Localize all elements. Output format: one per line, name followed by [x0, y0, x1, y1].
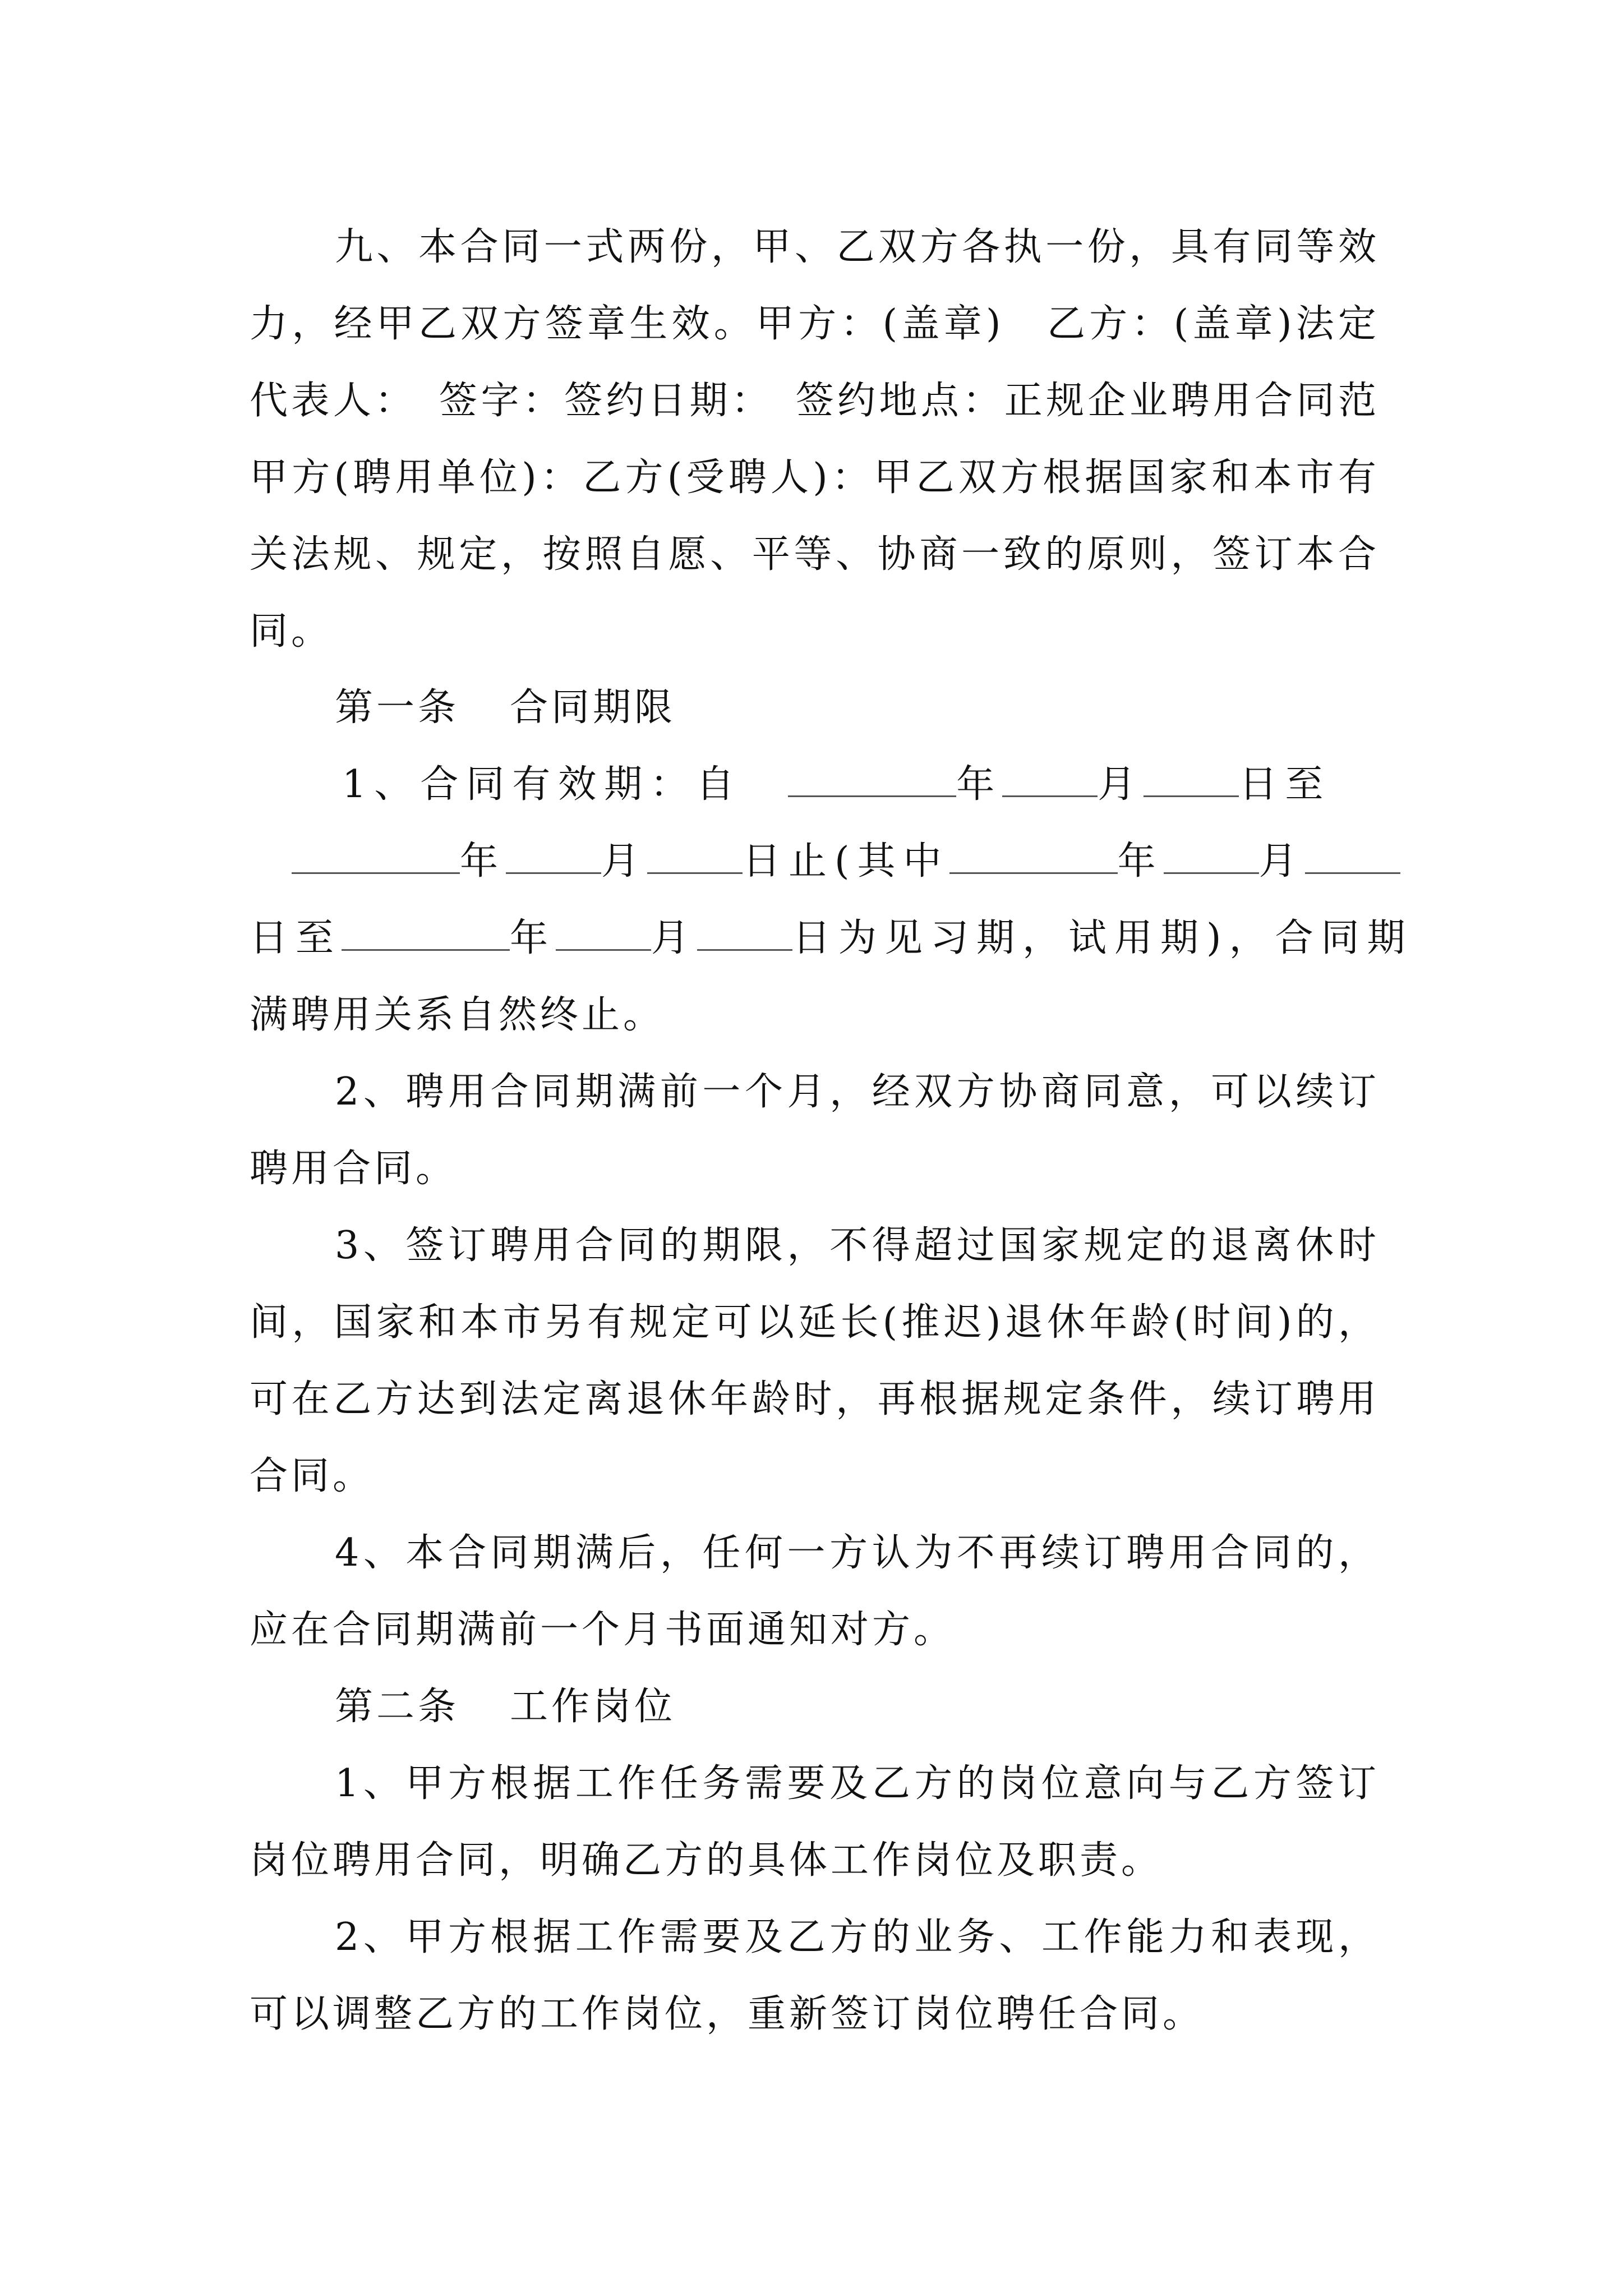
day-to-label: 日至 — [250, 916, 342, 960]
article-1-item-4: 4、本合同期满后，任何一方认为不再续订聘用合同的，应在合同期满前一个月书面通知对方。 — [250, 1531, 1380, 1652]
end-day-blank — [647, 839, 743, 874]
day-until-label: 日止(其中 — [743, 839, 949, 884]
article-2-number: 第二条 — [335, 1685, 460, 1729]
article-1-heading — [250, 669, 1380, 746]
term-line-2 — [292, 823, 1422, 900]
term-line-4: 满聘用关系自然终止。 — [250, 993, 665, 1037]
probation-end-year-blank — [342, 915, 510, 951]
year-label: 年 — [510, 916, 556, 960]
year-label: 年 — [460, 839, 506, 884]
article-2-heading — [250, 1668, 1380, 1745]
article-2-item-1: 1、甲方根据工作任务需要及乙方的岗位意向与乙方签订岗位聘用合同，明确乙方的具体工作岗位及职责。 — [250, 1761, 1380, 1883]
start-day-blank — [1144, 762, 1239, 797]
probation-start-day-blank — [1305, 839, 1400, 874]
month-label: 月 — [651, 916, 698, 960]
probation-end-day-blank — [697, 915, 792, 951]
probation-end-month-blank — [556, 915, 651, 951]
month-label: 月 — [1258, 839, 1305, 884]
term-line-3 — [250, 900, 1413, 977]
clause-9-paragraph: 九、本合同一式两份，甲、乙双方各执一份，具有同等效力，经甲乙双方签章生效。甲方：(盖章) 乙方：(盖章)法定代表人： 签字：签约日期： 签约地点：正规企业聘用合同范甲方(聘用单位)：乙方(受聘人)：甲乙双方根据国家和本市有关法规、规定，按照自愿、平等、协商一致的原则，签订本合同。 — [250, 225, 1380, 654]
year-label: 年 — [956, 762, 1003, 807]
article-1-item-2: 2、聘用合同期满前一个月，经双方协商同意，可以续订聘用合同。 — [250, 1070, 1380, 1191]
probation-start-month-blank — [1164, 839, 1259, 874]
term-prefix: 1、合同有效期：自 — [342, 762, 743, 807]
end-month-blank — [506, 839, 601, 874]
year-label: 年 — [1117, 839, 1164, 884]
probation-start-year-blank — [949, 839, 1118, 874]
start-month-blank — [1002, 762, 1098, 797]
article-1-title: 合同期限 — [510, 685, 676, 730]
term-tail-part: 日为见习期，试用期)，合同期 — [792, 916, 1413, 960]
end-year-blank — [292, 839, 460, 874]
article-2-title: 工作岗位 — [510, 1685, 676, 1729]
start-year-blank — [788, 762, 956, 797]
article-1-number: 第一条 — [335, 685, 460, 730]
term-line-1 — [342, 746, 1472, 823]
month-label: 月 — [601, 839, 648, 884]
month-label: 月 — [1098, 762, 1144, 807]
article-2-item-2: 2、甲方根据工作需要及乙方的业务、工作能力和表现，可以调整乙方的工作岗位，重新签订岗位聘任合同。 — [250, 1915, 1380, 2036]
article-1-item-3: 3、签订聘用合同的期限，不得超过国家规定的退离休时间，国家和本市另有规定可以延长(推迟)退休年龄(时间)的，可在乙方达到法定离退休年龄时，再根据规定条件，续订聘用合同。 — [250, 1223, 1380, 1498]
day-to-label: 日至 — [1239, 762, 1331, 807]
